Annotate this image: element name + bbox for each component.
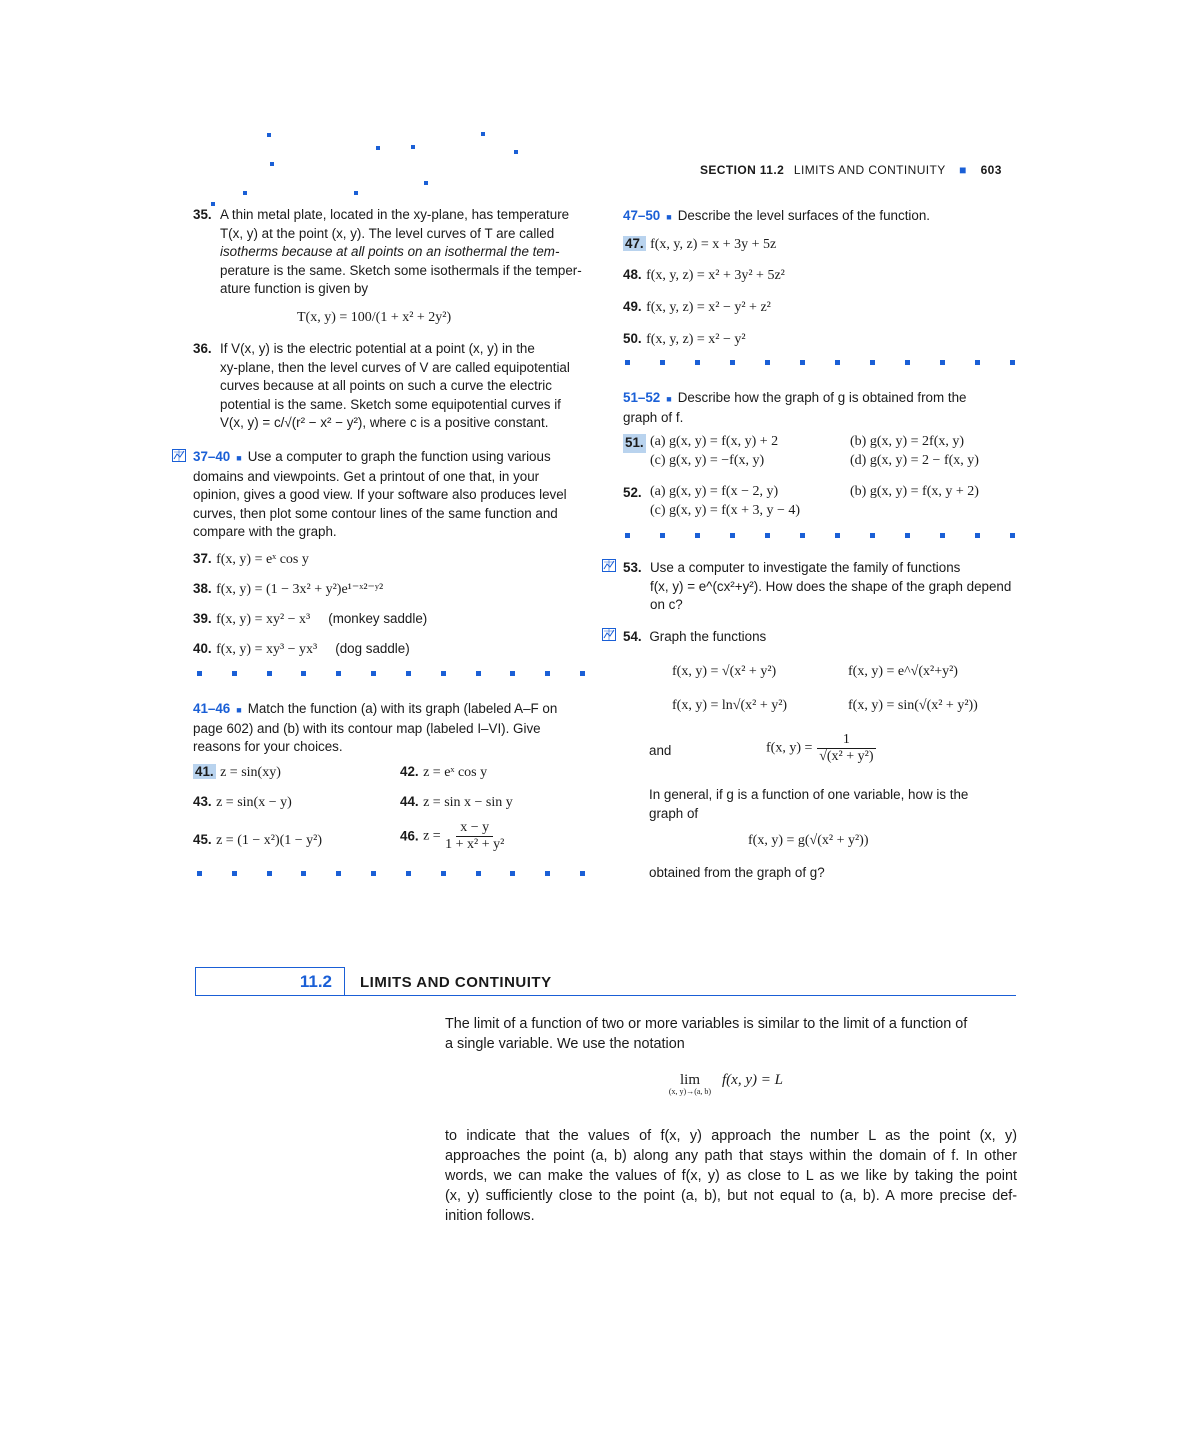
formula: z = sin x − sin y [423,795,513,810]
text-line: ature function is given by [220,281,369,296]
range-label: 37–40 [193,449,231,464]
computer-icon [602,559,616,572]
exercise-number-highlighted: 51. [623,434,646,453]
section-number: 11.2 [299,972,332,991]
temperature-formula: T(x, y) = 100/(1 + x² + 2y²) [297,310,452,325]
exercise-group-47-50 [623,207,930,227]
header-separator: ■ [959,163,967,177]
decorative-dot [270,162,274,166]
exercise-number: 49. [623,299,642,314]
bullet: ■ [666,212,672,222]
exercise-number-highlighted: 41. [195,764,214,779]
exercise-number: 45. [193,832,212,847]
dot-separator [625,533,1015,539]
text-line: a single variable. We use the notation [445,1036,685,1052]
text-line: inition follows. [445,1208,535,1224]
text-line: Describe how the graph of g is obtained from the [677,390,967,405]
decorative-dot [376,146,380,150]
formula: f(x, y) = xy² − x³ [216,612,311,627]
dot-separator [197,671,585,677]
formula: f(x, y) = eˣ cos y [216,552,309,567]
range-label: 41–46 [193,701,231,716]
formula: f(x, y, z) = x + 3y + 5z [650,237,777,252]
exercise-group-41-46 [193,700,588,757]
formula-composition: f(x, y) = g(√(x² + y²)) [748,833,869,848]
formula: f(x, y, z) = x² − y² [646,332,746,347]
exercise-group-51-52 [623,389,1013,427]
formula-reciprocal [766,732,876,765]
exercise-number: 43. [193,794,212,809]
exercise-number: 46. [400,828,419,844]
exercise-number: 52. [623,485,642,500]
text-line: isotherms because at all points on an isothermal the tem- [220,244,560,259]
note: (dog saddle) [335,641,410,656]
text-line: approaches the point (a, b) along any path that stays within the domain of f. In other [445,1148,1017,1164]
section-number-box [195,967,345,996]
exercise-46 [400,820,504,853]
exercise-40 [193,640,410,659]
fraction [445,820,504,853]
text-line: (x, y) sufficiently close to the point (a, b), but not equal to (a, b). A more precise def- [445,1188,1017,1204]
formula-sqrt: f(x, y) = √(x² + y²) [672,664,777,679]
formula: f(x, y) = xy³ − yx³ [216,642,318,657]
text-line: V(x, y) = c/√(r² − x² − y²), where c is a positive constant. [220,415,549,430]
section-intro [445,1014,1017,1054]
exercise-number: 50. [623,331,642,346]
exercise-number: 48. [623,267,642,282]
general-question [649,786,1009,823]
decorative-dot [424,181,428,185]
text-line: Match the function (a) with its graph (labeled A–F on [247,701,558,716]
text-line: graph of [649,805,699,821]
text-line: A thin metal plate, located in the xy-plane, has temperature [220,207,570,222]
exercise-38 [193,580,383,599]
text-line: f(x, y) = e^(cx²+y²). How does the shape of the graph depend [650,578,1012,594]
page-number: 603 [980,163,1002,177]
formula-lhs: f(x, y) = [766,740,813,756]
text-line: If V(x, y) is the electric potential at a point (x, y) in the [220,341,535,356]
bullet: ■ [236,705,242,715]
denominator: 1 + x² + y² [445,837,505,852]
part-b: (b) g(x, y) = f(x, y + 2) [850,484,979,499]
text-line: graph of f. [623,409,684,425]
numerator: x − y [456,820,493,837]
fraction [817,732,876,765]
part-b: (b) g(x, y) = 2f(x, y) [850,434,965,449]
exercise-number: 37. [193,551,212,566]
range-label: 47–50 [623,208,661,223]
exercise-number-highlighted: 47. [625,236,644,251]
lim-subscript: (x, y)→(a, b) [668,1087,712,1096]
text-line: potential is the same. Sketch some equipotential curves if [220,396,561,412]
exercise-39 [193,610,427,629]
dot-separator [197,871,585,877]
text-line: obtained from the graph of g? [649,865,825,880]
text-line: Use a computer to investigate the family of functions [650,560,961,575]
text-line: curves, then plot some contour lines of the same function and [193,505,558,521]
text-line: perature is the same. Sketch some isothermals if the temper- [220,262,582,278]
bullet: ■ [236,453,242,463]
formula-exp-sqrt: f(x, y) = e^√(x²+y²) [848,664,958,679]
formula-lhs: z = [423,828,441,844]
section-title: LIMITS AND CONTINUITY [360,974,552,991]
decorative-dot [411,145,415,149]
text-line: The limit of a function of two or more variables is similar to the limit of a function of [445,1016,968,1032]
section-rule [345,995,1016,996]
exercise-number: 54. [623,629,642,644]
exercise-49 [623,298,771,317]
part-a: (a) g(x, y) = f(x, y) + 2 [650,434,779,449]
section-paragraph [445,1126,1017,1226]
text-line: xy-plane, then the level curves of V are called equipotential [220,359,570,375]
exercise-number: 39. [193,611,212,626]
exercise-number: 36. [193,341,212,356]
formula: z = sin(xy) [220,765,281,780]
exercise-number: 38. [193,581,212,596]
text-line: Use a computer to graph the function using various [247,449,551,464]
formula-sin-sqrt: f(x, y) = sin(√(x² + y²)) [848,698,978,713]
exercise-group-37-40 [193,448,588,542]
text-line: page 602) and (b) with its contour map (labeled I–VI). Give [193,720,541,736]
text-line: Describe the level surfaces of the function. [677,208,931,223]
formula: f(x, y, z) = x² + 3y² + 5z² [646,268,785,283]
numerator: 1 [817,732,876,749]
computer-icon [602,628,616,641]
text-line: on c? [650,597,683,612]
text-line: to indicate that the values of f(x, y) approach the number L as the point (x, y) [445,1128,1017,1144]
lim-expression: f(x, y) = L [722,1072,783,1088]
exercise-number: 53. [623,560,642,575]
exercise-42 [400,763,487,782]
decorative-dot [514,150,518,154]
text-line: T(x, y) at the point (x, y). The level curves of T are called [220,225,555,241]
exercise-54 [623,628,766,647]
lim-word: lim [679,1072,700,1088]
computer-icon [172,449,186,462]
text-line: reasons for your choices. [193,739,343,754]
text-line: Graph the functions [649,629,767,644]
formula: f(x, y, z) = x² − y² + z² [646,300,771,315]
exercise-number: 35. [193,207,212,222]
text-line: compare with the graph. [193,524,337,539]
exercise-47 [623,235,776,254]
formula: z = sin(x − y) [216,795,292,810]
exercise-44 [400,793,513,812]
exercise-50 [623,330,746,349]
text-line: domains and viewpoints. Get a printout of one that, in your [193,468,540,484]
text-line: opinion, gives a good view. If your software also produces level [193,487,567,502]
and-label: and [649,743,672,758]
part-c: (c) g(x, y) = f(x + 3, y − 4) [650,503,801,518]
header-title: LIMITS AND CONTINUITY [793,163,946,177]
formula-ln-sqrt: f(x, y) = ln√(x² + y²) [672,698,788,713]
denominator: √(x² + y²) [819,749,874,764]
decorative-dot [243,191,247,195]
formula: f(x, y) = (1 − 3x² + y²)e¹⁻ˣ²⁻ʸ² [216,582,384,597]
exercise-number: 44. [400,794,419,809]
exercise-number: 42. [400,764,419,779]
exercise-37 [193,550,309,569]
decorative-dot [354,191,358,195]
exercise-45 [193,831,322,850]
text-line: words, we can make the values of f(x, y) as close to L as we like by taking the point [445,1168,1017,1184]
running-header [700,163,1002,177]
formula: z = eˣ cos y [423,765,488,780]
bullet: ■ [666,394,672,404]
decorative-dot [481,132,485,136]
exercise-41 [193,763,281,782]
dot-separator [625,360,1015,366]
range-label: 51–52 [623,390,661,405]
part-a: (a) g(x, y) = f(x − 2, y) [650,484,779,499]
part-d: (d) g(x, y) = 2 − f(x, y) [850,453,979,468]
exercise-48 [623,266,785,285]
exercise-43 [193,793,292,812]
decorative-dot [267,133,271,137]
text-line: curves because at all points on such a curve the electric [220,378,552,393]
exercise-number: 40. [193,641,212,656]
formula: z = (1 − x²)(1 − y²) [216,833,323,848]
header-section: SECTION 11.2 [700,163,785,177]
note: (monkey saddle) [328,611,428,626]
text-line: In general, if g is a function of one variable, how is the [649,787,969,802]
part-c: (c) g(x, y) = −f(x, y) [650,453,765,468]
